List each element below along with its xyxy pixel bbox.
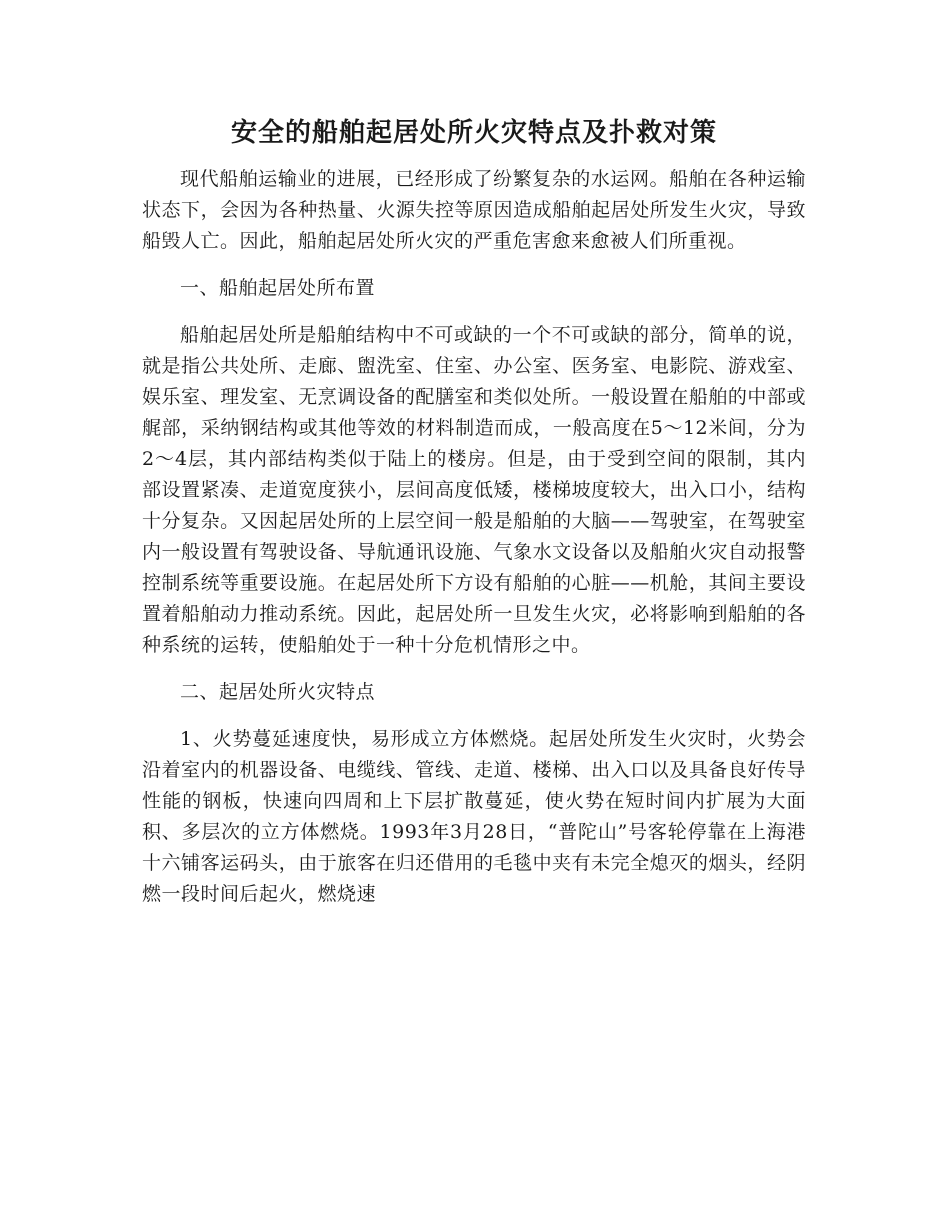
section-layout-paragraph: 船舶起居处所是船舶结构中不可或缺的一个不可或缺的部分，简单的说，就是指公共处所、走廊、盥洗室、住室、办公室、医务室、电影院、游戏室、娱乐室、理发室、无烹调设备的配膳室和类似处所。一般设置在船舶的中部或艉部，采纳钢结构或其他等效的材料制造而成，一般高度在5～12米间，分为2～4层，其内部结构类似于陆上的楼房。但是，由于受到空间的限制，其内部设置紧凑、走道宽度狭小，层间高度低矮，楼梯坡度较大，出入口小，结构十分复杂。又因起居处所的上层空间一般是船舶的大脑——驾驶室，在驾驶室内一般设置有驾驶设备、导航通讯设施、气象水文设备以及船舶火灾自动报警控制系统等重要设施。在起居处所下方设有船舶的心脏——机舱，其间主要设置着船舶动力推动系统。因此，起居处所一旦发生火灾，必将影响到船舶的各种系统的运转，使船舶处于一种十分危机情形之中。 <box>142 324 806 656</box>
intro-paragraph: 现代船舶运输业的进展，已经形成了纷繁复杂的水运网。船舶在各种运输状态下，会因为各种热量、火源失控等原因造成船舶起居处所发生火灾，导致船毁人亡。因此，船舶起居处所火灾的严重危害愈来愈被人们所重视。 <box>142 168 806 252</box>
section-heading-fire-characteristics: 二、起居处所火灾特点 <box>180 681 376 703</box>
fire-characteristic-point-1: 1、火势蔓延速度快，易形成立方体燃烧。起居处所发生火灾时，火势会沿着室内的机器设备、电缆线、管线、走道、楼梯、出入口以及具备良好传导性能的钢板，快速向四周和上下层扩散蔓延，使火势在短时间内扩展为大面积、多层次的立方体燃烧。1993年3月28日，“普陀山”号客轮停靠在上海港十六铺客运码头，由于旅客在归还借用的毛毯中夹有未完全熄灭的烟头，经阴燃一段时间后起火，燃烧速 <box>142 728 806 905</box>
document-title: 安全的船舶起居处所火灾特点及扑救对策 <box>230 118 717 148</box>
document-body <box>142 112 806 910</box>
section-heading-layout: 一、船舶起居处所布置 <box>180 277 376 299</box>
